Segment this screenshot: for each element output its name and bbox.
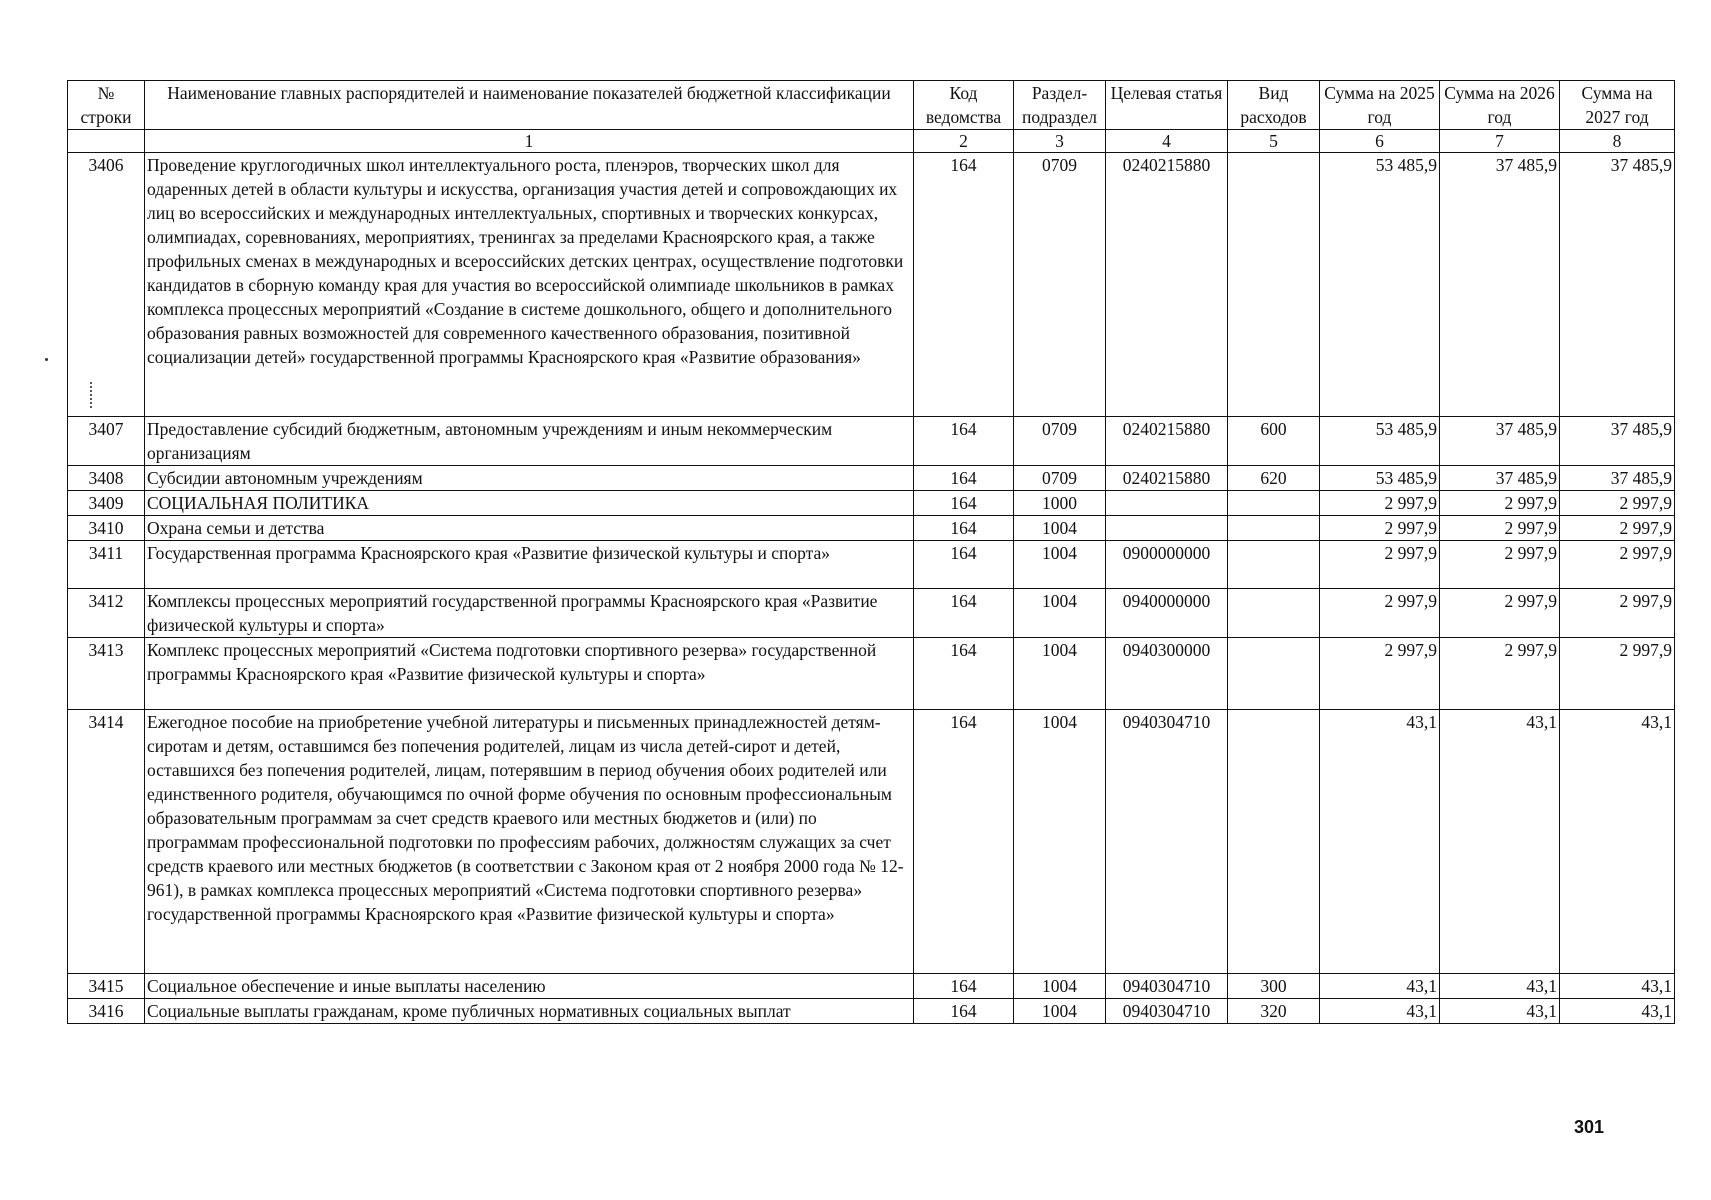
scan-speck bbox=[45, 358, 48, 361]
column-number: 6 bbox=[1320, 130, 1440, 153]
department-code: 164 bbox=[914, 638, 1014, 710]
table-row bbox=[68, 417, 1675, 466]
table-row bbox=[68, 999, 1675, 1024]
header-department-code: Код ведомства bbox=[914, 81, 1014, 130]
row-name: Комплексы процессных мероприятий государственной программы Красноярского края «Развитие физической культуры и спорта» bbox=[145, 589, 914, 638]
row-number: 3412 bbox=[68, 589, 145, 638]
expense-type bbox=[1228, 589, 1320, 638]
column-number: 5 bbox=[1228, 130, 1320, 153]
row-name: Предоставление субсидий бюджетным, автономным учреждениям и иным некоммерческим организациям bbox=[145, 417, 914, 466]
target-article: 0940304710 bbox=[1106, 710, 1228, 974]
table-row bbox=[68, 516, 1675, 541]
sum-2026: 2 997,9 bbox=[1440, 516, 1560, 541]
table-row bbox=[68, 491, 1675, 516]
row-number: 3408 bbox=[68, 466, 145, 491]
header-row bbox=[68, 81, 1675, 130]
row-number: 3409 bbox=[68, 491, 145, 516]
sum-2027: 2 997,9 bbox=[1560, 491, 1675, 516]
sum-2027: 43,1 bbox=[1560, 999, 1675, 1024]
section-code: 1004 bbox=[1014, 541, 1106, 589]
sum-2027: 37 485,9 bbox=[1560, 466, 1675, 491]
row-number: 3410 bbox=[68, 516, 145, 541]
expense-type: 600 bbox=[1228, 417, 1320, 466]
sum-2026: 37 485,9 bbox=[1440, 466, 1560, 491]
department-code: 164 bbox=[914, 710, 1014, 974]
table-row bbox=[68, 466, 1675, 491]
row-name: Субсидии автономным учреждениям bbox=[145, 466, 914, 491]
expense-type: 320 bbox=[1228, 999, 1320, 1024]
table-row bbox=[68, 153, 1675, 417]
row-number: 3406 bbox=[68, 153, 145, 417]
sum-2026: 37 485,9 bbox=[1440, 153, 1560, 417]
department-code: 164 bbox=[914, 491, 1014, 516]
header-expense-type: Вид расходов bbox=[1228, 81, 1320, 130]
sum-2027: 37 485,9 bbox=[1560, 153, 1675, 417]
table-row bbox=[68, 710, 1675, 974]
target-article: 0240215880 bbox=[1106, 417, 1228, 466]
department-code: 164 bbox=[914, 516, 1014, 541]
section-code: 1004 bbox=[1014, 974, 1106, 999]
target-article: 0240215880 bbox=[1106, 466, 1228, 491]
expense-type bbox=[1228, 710, 1320, 974]
header-sum-2027: Сумма на 2027 год bbox=[1560, 81, 1675, 130]
sum-2026: 2 997,9 bbox=[1440, 541, 1560, 589]
sum-2025: 53 485,9 bbox=[1320, 417, 1440, 466]
row-name: Ежегодное пособие на приобретение учебной литературы и письменных принадлежностей детям-сиротам и детям, оставшимся без попечения родителей, лицам из числа детей-сирот и детей, оставшихся без попечения родителей, лицам, потерявшим в период обучения обоих родителей или единственного родителя, обучающимся по очной форме обучения по основным профессиональным образовательным программам за счет средств краевого или местных бюджетов и (или) по программам профессиональной подготовки по профессиям рабочих, должностям служащих за счет средств краевого или местных бюджетов (в соответствии с Законом края от 2 ноября 2000 года № 12-961), в рамках комплекса процессных мероприятий «Система подготовки спортивного резерва» государственной программы Красноярского края «Развитие физической культуры и спорта» bbox=[145, 710, 914, 974]
header-name: Наименование главных распорядителей и наименование показателей бюджетной классификации bbox=[145, 81, 914, 130]
column-number-row bbox=[68, 130, 1675, 153]
header-sum-2026: Сумма на 2026 год bbox=[1440, 81, 1560, 130]
row-name: Социальное обеспечение и иные выплаты населению bbox=[145, 974, 914, 999]
target-article: 0940304710 bbox=[1106, 974, 1228, 999]
header-row-number: № строки bbox=[68, 81, 145, 130]
sum-2027: 43,1 bbox=[1560, 974, 1675, 999]
section-code: 1004 bbox=[1014, 710, 1106, 974]
sum-2025: 43,1 bbox=[1320, 710, 1440, 974]
department-code: 164 bbox=[914, 974, 1014, 999]
row-name: СОЦИАЛЬНАЯ ПОЛИТИКА bbox=[145, 491, 914, 516]
row-number: 3413 bbox=[68, 638, 145, 710]
table-row bbox=[68, 974, 1675, 999]
budget-table bbox=[67, 80, 1675, 1024]
sum-2025: 2 997,9 bbox=[1320, 516, 1440, 541]
department-code: 164 bbox=[914, 541, 1014, 589]
row-name: Проведение круглогодичных школ интеллектуального роста, пленэров, творческих школ для одаренных детей в области культуры и искусства, организация участия детей и сопровождающих их лиц во всероссийских и международных интеллектуальных, спортивных и творческих конкурсах, олимпиадах, соревнованиях, мероприятиях, тренингах за пределами Красноярского края, а также профильных сменах в международных и всероссийских детских центрах, осуществление подготовки кандидатов в сборную команду края для участия во всероссийской олимпиаде школьников в рамках комплекса процессных мероприятий «Создание в системе дошкольного, общего и дополнительного образования равных возможностей для современного качественного образования, позитивной социализации детей» государственной программы Красноярского края «Развитие образования» bbox=[145, 153, 914, 417]
header-section: Раздел-подраздел bbox=[1014, 81, 1106, 130]
table-row bbox=[68, 589, 1675, 638]
row-number: 3411 bbox=[68, 541, 145, 589]
target-article bbox=[1106, 491, 1228, 516]
row-name: Охрана семьи и детства bbox=[145, 516, 914, 541]
expense-type bbox=[1228, 638, 1320, 710]
sum-2026: 2 997,9 bbox=[1440, 491, 1560, 516]
sum-2025: 43,1 bbox=[1320, 999, 1440, 1024]
target-article: 0900000000 bbox=[1106, 541, 1228, 589]
sum-2026: 43,1 bbox=[1440, 999, 1560, 1024]
expense-type bbox=[1228, 541, 1320, 589]
target-article: 0940300000 bbox=[1106, 638, 1228, 710]
expense-type bbox=[1228, 516, 1320, 541]
sum-2026: 43,1 bbox=[1440, 710, 1560, 974]
column-number: 3 bbox=[1014, 130, 1106, 153]
department-code: 164 bbox=[914, 999, 1014, 1024]
department-code: 164 bbox=[914, 466, 1014, 491]
section-code: 1004 bbox=[1014, 999, 1106, 1024]
section-code: 1004 bbox=[1014, 638, 1106, 710]
department-code: 164 bbox=[914, 417, 1014, 466]
row-name: Комплекс процессных мероприятий «Система подготовки спортивного резерва» государственной программы Красноярского края «Развитие физической культуры и спорта» bbox=[145, 638, 914, 710]
expense-type: 300 bbox=[1228, 974, 1320, 999]
section-code: 0709 bbox=[1014, 153, 1106, 417]
sum-2025: 53 485,9 bbox=[1320, 153, 1440, 417]
column-number: 2 bbox=[914, 130, 1014, 153]
table-row bbox=[68, 541, 1675, 589]
column-number: 7 bbox=[1440, 130, 1560, 153]
target-article: 0240215880 bbox=[1106, 153, 1228, 417]
column-number: 1 bbox=[145, 130, 914, 153]
row-name: Социальные выплаты гражданам, кроме публичных нормативных социальных выплат bbox=[145, 999, 914, 1024]
row-number: 3407 bbox=[68, 417, 145, 466]
column-number bbox=[68, 130, 145, 153]
sum-2026: 43,1 bbox=[1440, 974, 1560, 999]
row-number: 3415 bbox=[68, 974, 145, 999]
sum-2027: 37 485,9 bbox=[1560, 417, 1675, 466]
sum-2027: 2 997,9 bbox=[1560, 516, 1675, 541]
row-name: Государственная программа Красноярского края «Развитие физической культуры и спорта» bbox=[145, 541, 914, 589]
sum-2025: 2 997,9 bbox=[1320, 589, 1440, 638]
expense-type bbox=[1228, 153, 1320, 417]
sum-2025: 2 997,9 bbox=[1320, 541, 1440, 589]
sum-2025: 2 997,9 bbox=[1320, 491, 1440, 516]
header-target-article: Целевая статья bbox=[1106, 81, 1228, 130]
header-sum-2025: Сумма на 2025 год bbox=[1320, 81, 1440, 130]
section-code: 0709 bbox=[1014, 466, 1106, 491]
section-code: 0709 bbox=[1014, 417, 1106, 466]
sum-2027: 2 997,9 bbox=[1560, 589, 1675, 638]
row-number: 3414 bbox=[68, 710, 145, 974]
sum-2027: 2 997,9 bbox=[1560, 638, 1675, 710]
target-article: 0940304710 bbox=[1106, 999, 1228, 1024]
sum-2026: 2 997,9 bbox=[1440, 638, 1560, 710]
sum-2026: 2 997,9 bbox=[1440, 589, 1560, 638]
sum-2025: 2 997,9 bbox=[1320, 638, 1440, 710]
department-code: 164 bbox=[914, 153, 1014, 417]
target-article bbox=[1106, 516, 1228, 541]
sum-2025: 43,1 bbox=[1320, 974, 1440, 999]
sum-2025: 53 485,9 bbox=[1320, 466, 1440, 491]
sum-2027: 2 997,9 bbox=[1560, 541, 1675, 589]
target-article: 0940000000 bbox=[1106, 589, 1228, 638]
section-code: 1004 bbox=[1014, 589, 1106, 638]
expense-type bbox=[1228, 491, 1320, 516]
column-number: 4 bbox=[1106, 130, 1228, 153]
row-number: 3416 bbox=[68, 999, 145, 1024]
section-code: 1004 bbox=[1014, 516, 1106, 541]
sum-2026: 37 485,9 bbox=[1440, 417, 1560, 466]
department-code: 164 bbox=[914, 589, 1014, 638]
table-row bbox=[68, 638, 1675, 710]
section-code: 1000 bbox=[1014, 491, 1106, 516]
sum-2027: 43,1 bbox=[1560, 710, 1675, 974]
expense-type: 620 bbox=[1228, 466, 1320, 491]
column-number: 8 bbox=[1560, 130, 1675, 153]
page-number: 301 bbox=[1574, 1117, 1605, 1137]
